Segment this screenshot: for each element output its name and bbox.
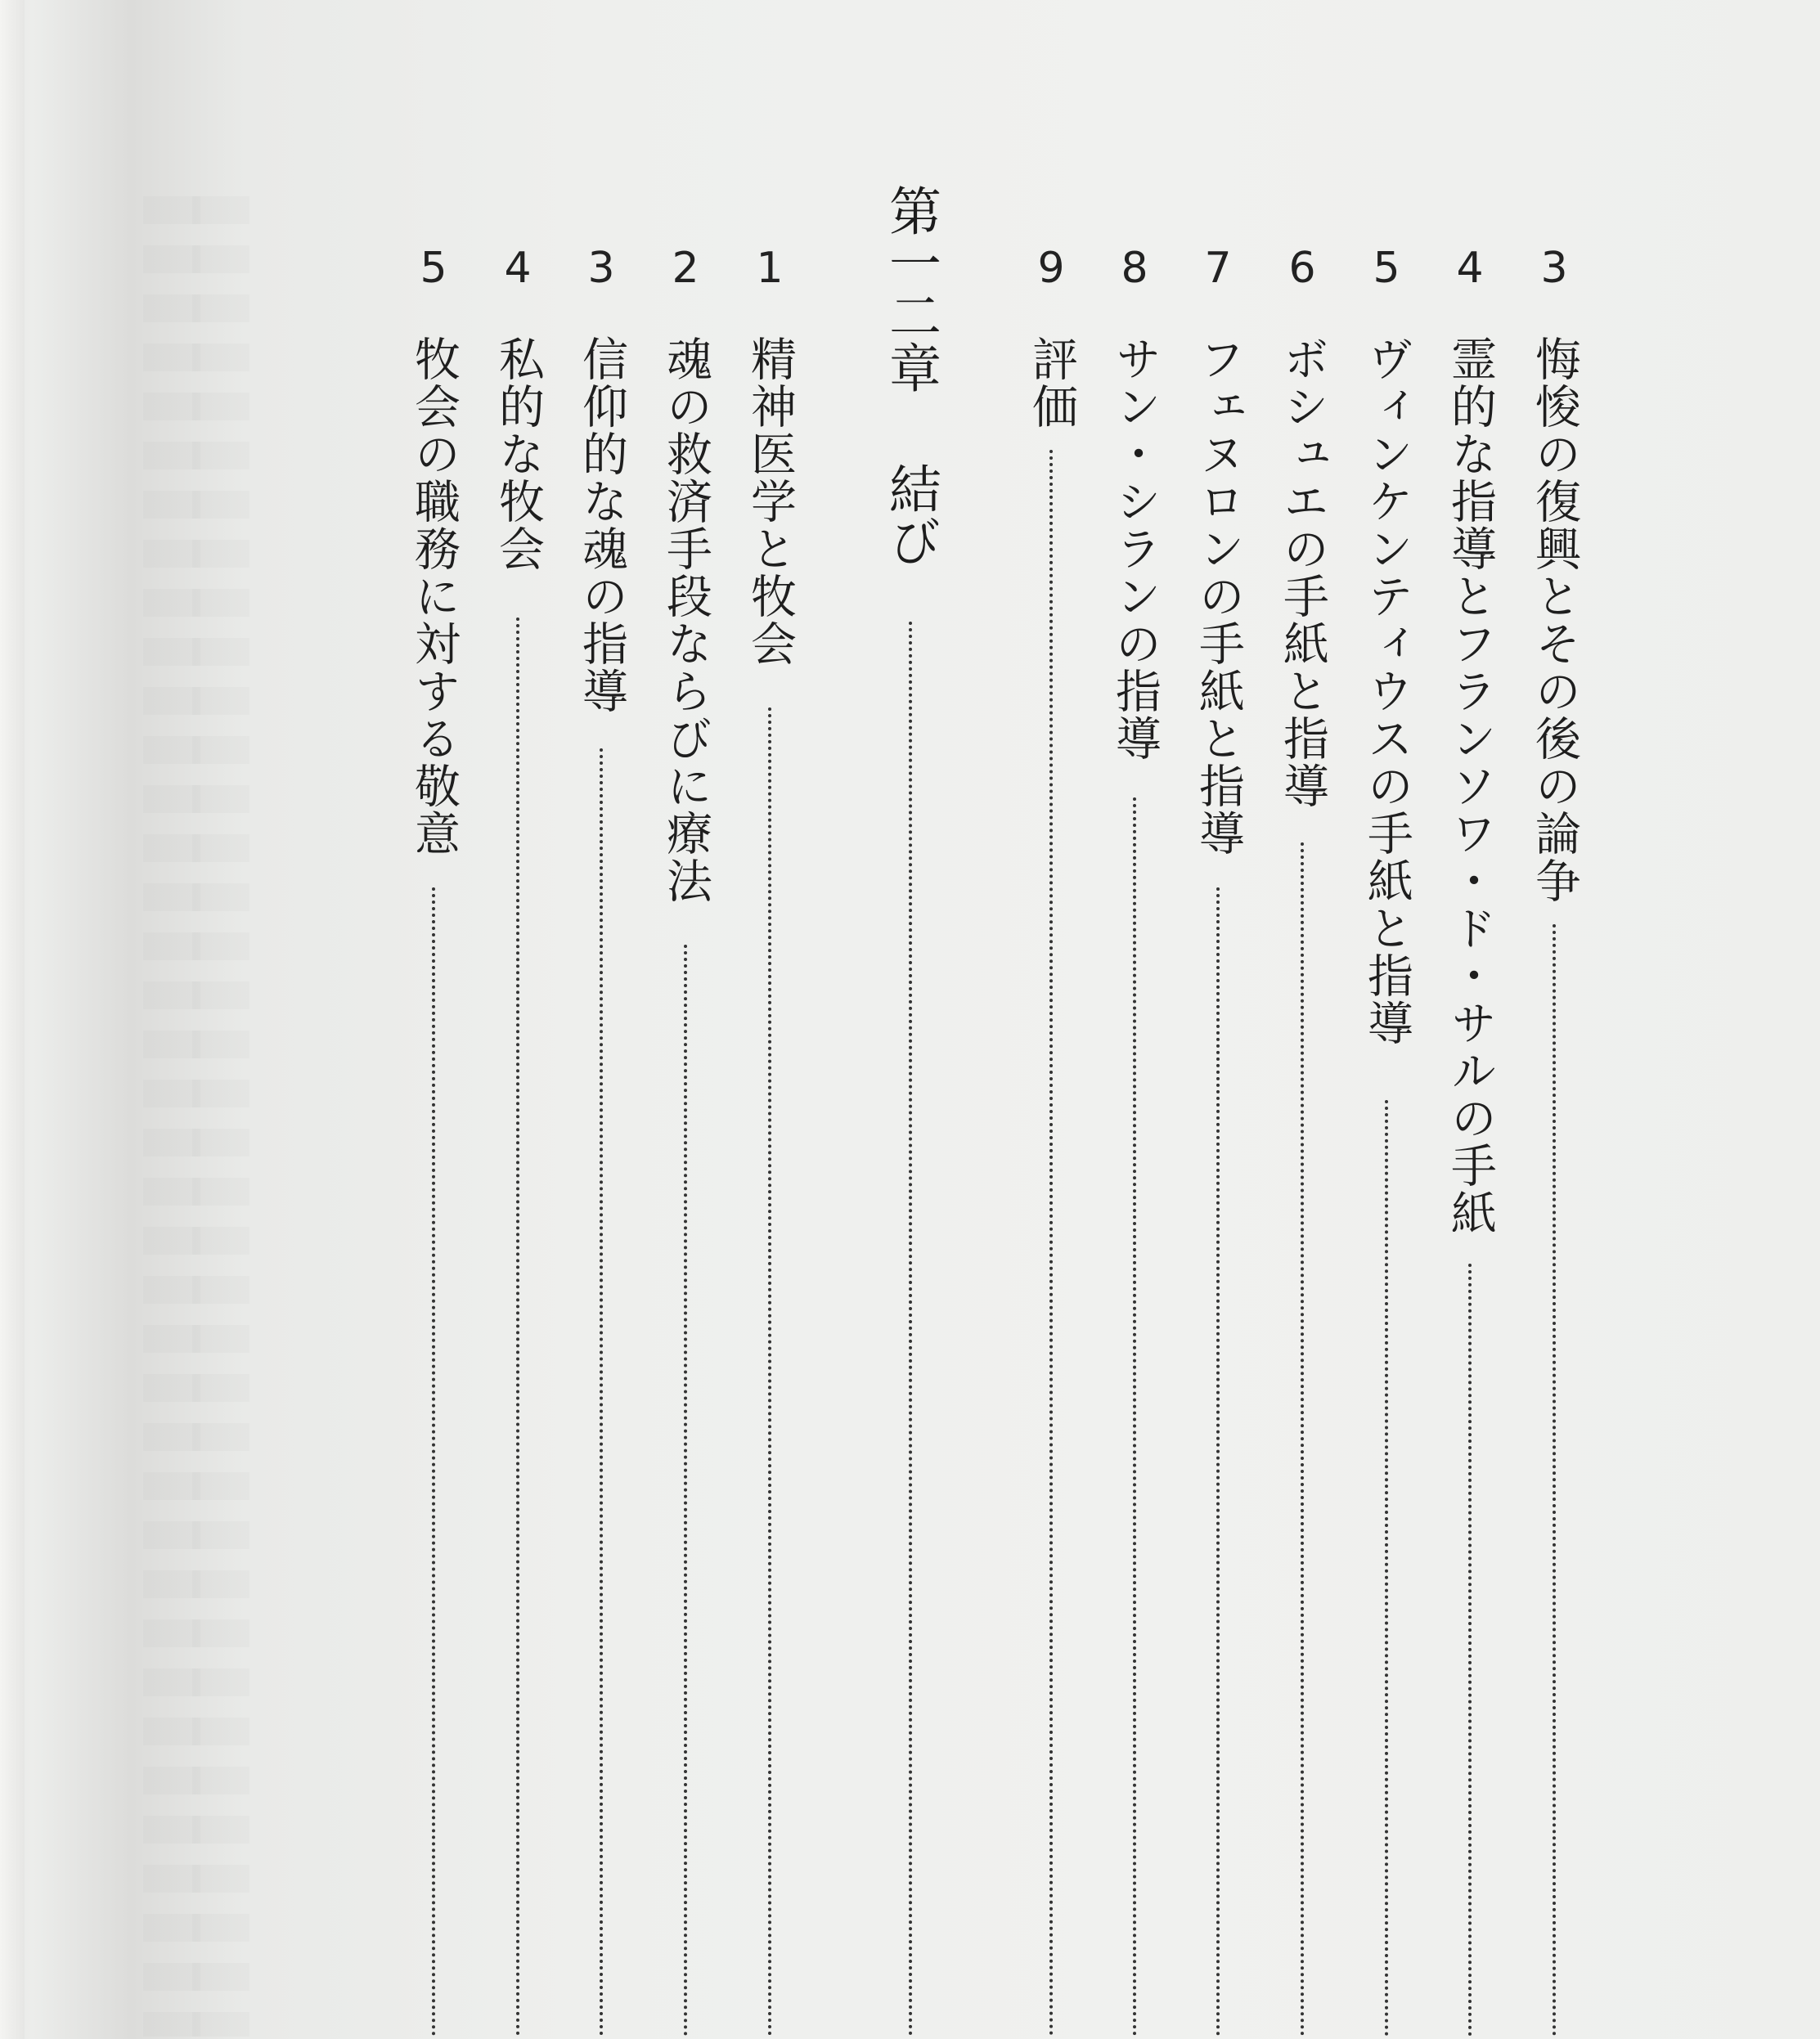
- dot-leader: [1385, 1100, 1388, 2037]
- entry-title: 評価: [1025, 335, 1078, 430]
- toc-entry: [1265, 0, 1339, 2039]
- dot-leader: [1301, 842, 1304, 2037]
- entry-title: 私的な牧会: [492, 335, 545, 573]
- dot-leader: [1553, 924, 1556, 2037]
- toc-entry: [1433, 0, 1507, 2039]
- toc-entry: [1014, 0, 1088, 2039]
- dot-leader: [516, 618, 519, 2037]
- toc-entry: [733, 0, 807, 2039]
- entry-title: サン・シランの指導: [1108, 335, 1162, 762]
- toc-entry: [1098, 0, 1171, 2039]
- entry-number: 4: [1456, 244, 1484, 293]
- entry-title: ヴィンケンティウスの手紙と指導: [1360, 335, 1413, 1047]
- entry-number: 4: [504, 244, 532, 293]
- entry-number: 8: [1121, 244, 1148, 293]
- entry-title: 牧会の職務に対する敬意: [407, 335, 461, 857]
- dot-leader: [909, 622, 912, 2037]
- entry-number: 3: [587, 244, 615, 293]
- entry-title: 霊的な指導とフランソワ・ド・サルの手紙: [1444, 335, 1497, 1237]
- entry-title: 悔悛の復興とその後の論争: [1528, 335, 1581, 905]
- dot-leader: [1468, 1264, 1472, 2037]
- chapter-heading: [865, 0, 955, 2039]
- page-edge: [0, 0, 25, 2039]
- entry-number: 2: [672, 244, 699, 293]
- entry-number: 1: [756, 244, 784, 293]
- entry-number: 9: [1037, 244, 1065, 293]
- dot-leader: [1049, 450, 1053, 2037]
- bleed-through-text: [192, 196, 249, 2037]
- dot-leader: [432, 887, 435, 2037]
- dot-leader: [768, 707, 771, 2037]
- entry-number: 5: [1373, 244, 1400, 293]
- entry-number: 5: [420, 244, 447, 293]
- chapter-label: 第一二章: [880, 184, 941, 393]
- toc-entry: [397, 0, 470, 2039]
- toc-entry: [1181, 0, 1255, 2039]
- entry-number: 6: [1288, 244, 1316, 293]
- entry-title: 精神医学と牧会: [744, 335, 797, 667]
- dot-leader: [600, 748, 603, 2037]
- dot-leader: [1216, 887, 1220, 2037]
- toc-entry: [564, 0, 638, 2039]
- entry-title: 信仰的な魂の指導: [575, 335, 628, 715]
- toc-entry: [1517, 0, 1591, 2039]
- entry-title: フェヌロンの手紙と指導: [1192, 335, 1245, 857]
- toc-entry: [1350, 0, 1423, 2039]
- toc-entry: [481, 0, 555, 2039]
- entry-title: ボシュエの手紙と指導: [1276, 335, 1329, 810]
- dot-leader: [684, 945, 687, 2037]
- entry-number: 7: [1204, 244, 1232, 293]
- entry-title: 魂の救済手段ならびに療法: [659, 335, 712, 905]
- chapter-title: 結び: [880, 462, 941, 567]
- toc-entry: [649, 0, 722, 2039]
- entry-number: 3: [1540, 244, 1568, 293]
- dot-leader: [1133, 797, 1136, 2037]
